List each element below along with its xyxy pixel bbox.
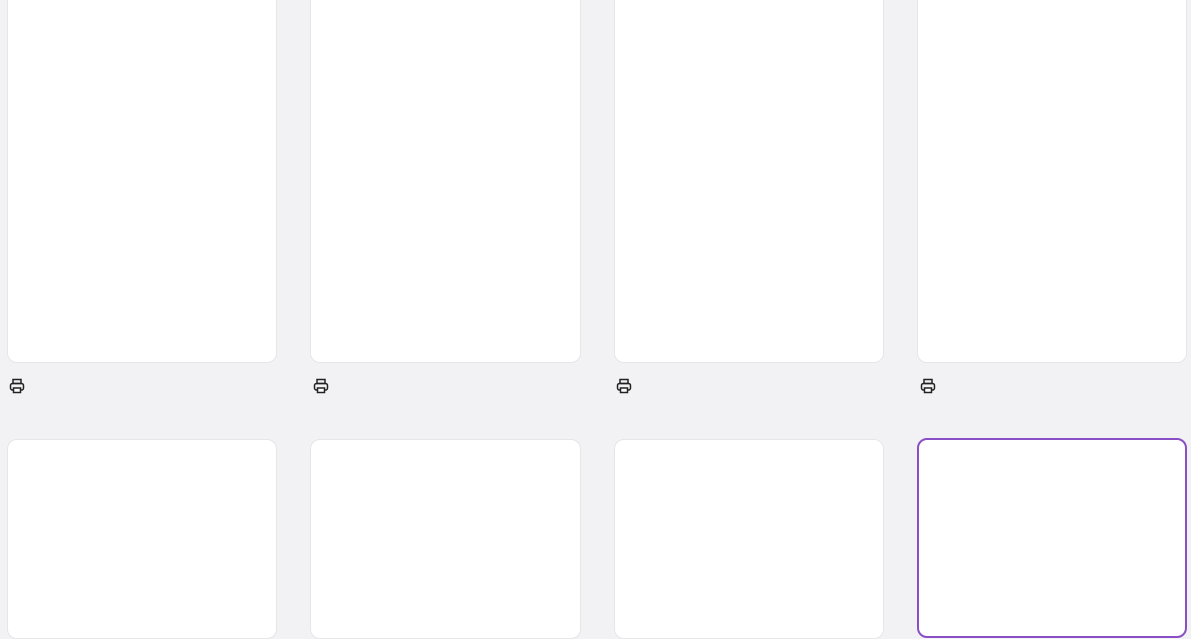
printer-icon	[313, 378, 329, 394]
worksheet-card-7[interactable]	[614, 439, 884, 639]
page-label-1[interactable]	[9, 378, 32, 394]
printer-icon	[9, 378, 25, 394]
printer-icon	[920, 378, 936, 394]
page-label-2[interactable]	[313, 378, 336, 394]
worksheet-card-5[interactable]	[7, 439, 277, 639]
worksheet-card-8-selected[interactable]	[917, 438, 1187, 638]
worksheet-card-1[interactable]	[7, 0, 277, 363]
worksheet-card-4[interactable]	[917, 0, 1187, 363]
page-label-4[interactable]	[920, 378, 943, 394]
page-label-3[interactable]	[616, 378, 639, 394]
worksheet-card-6[interactable]	[310, 439, 581, 639]
worksheet-card-2[interactable]	[310, 0, 581, 363]
printer-icon	[616, 378, 632, 394]
worksheet-card-3[interactable]	[614, 0, 884, 363]
